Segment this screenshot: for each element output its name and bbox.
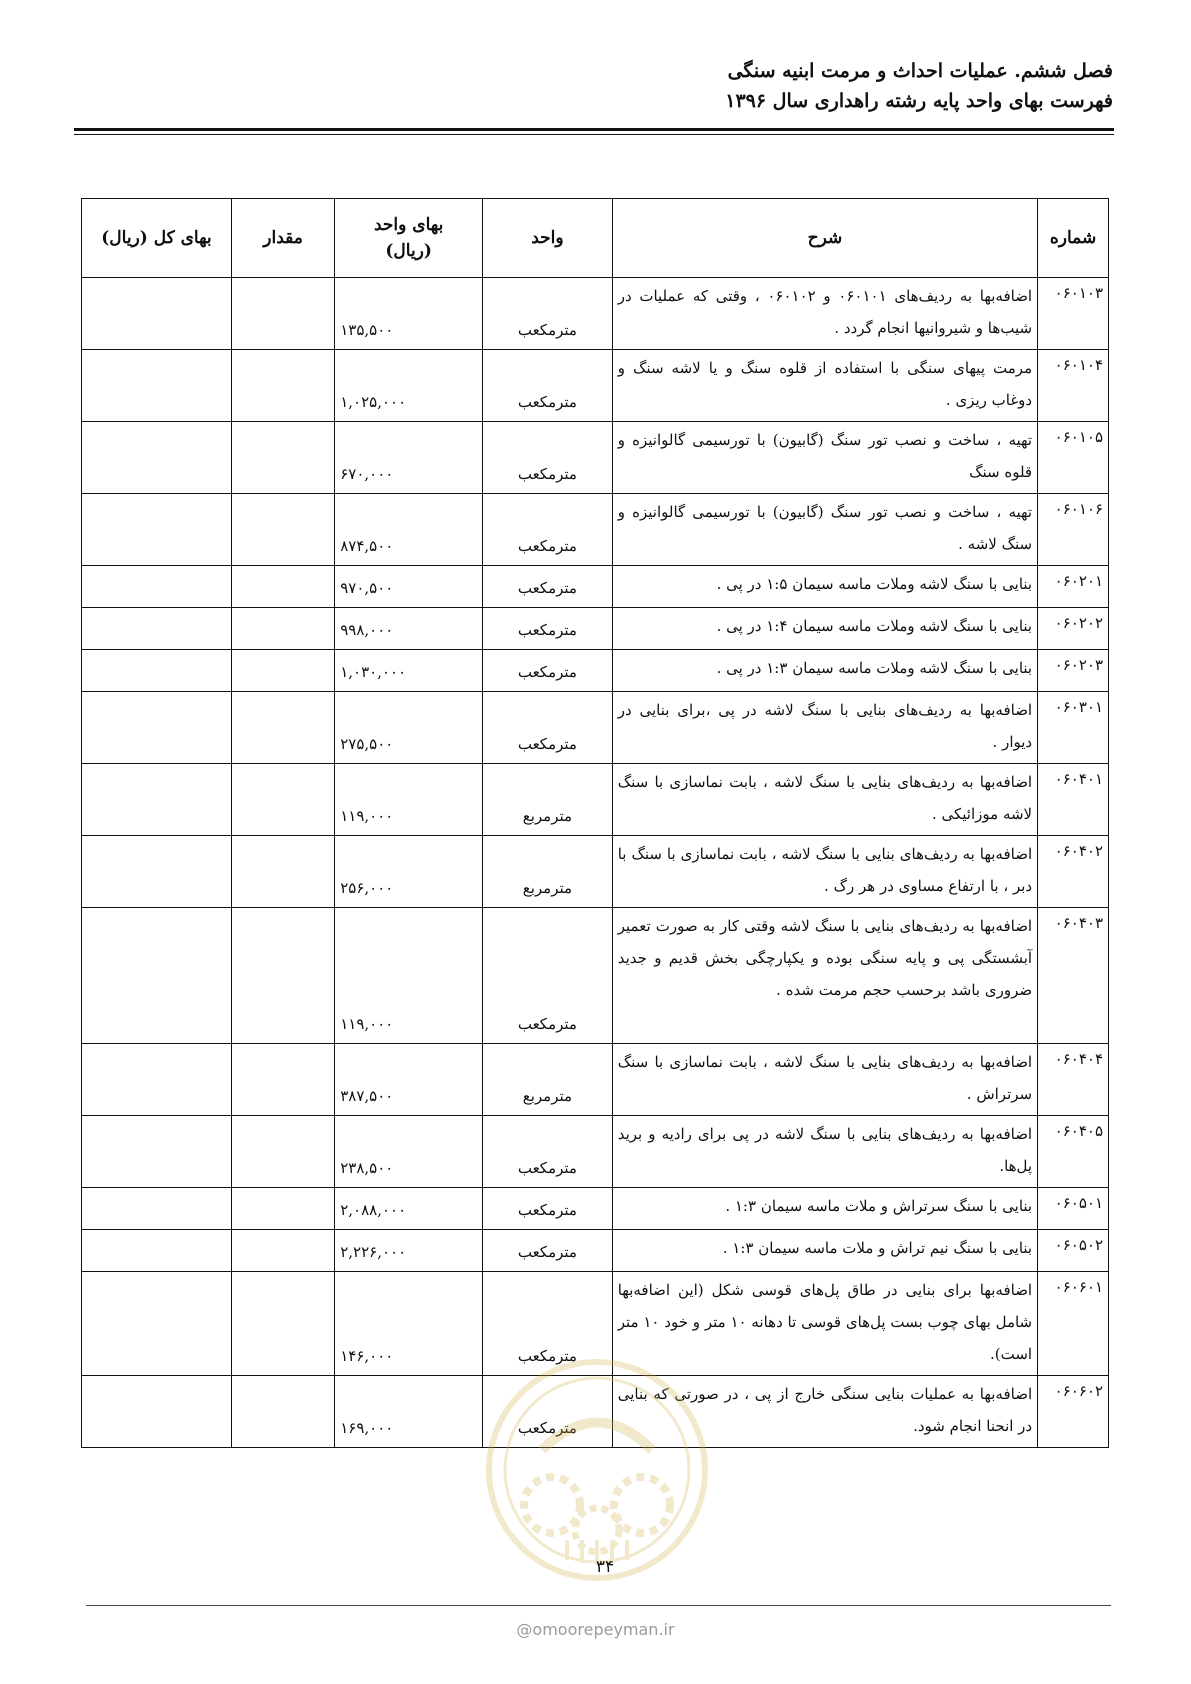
row-unit: مترمکعب <box>483 1188 613 1230</box>
row-unit: مترمکعب <box>483 1272 613 1376</box>
row-unit: مترمکعب <box>483 278 613 350</box>
row-total-price <box>82 422 232 494</box>
row-quantity <box>231 1188 334 1230</box>
row-quantity <box>231 422 334 494</box>
row-unit: مترمکعب <box>483 608 613 650</box>
row-description: تهیه ، ساخت و نصب تور سنگ (گابیون) با تورسیمی گالوانیزه و سنگ لاشه . <box>612 494 1037 566</box>
row-total-price <box>82 692 232 764</box>
row-total-price <box>82 764 232 836</box>
row-description: اضافه‌بها به ردیف‌های بنایی با سنگ لاشه ، بابت نماسازی با سنگ با دبر ، با ارتفاع مساوی در هر رگ . <box>612 836 1037 908</box>
row-total-price <box>82 608 232 650</box>
row-total-price <box>82 1116 232 1188</box>
row-description: مرمت پیهای سنگی با استفاده از قلوه سنگ و یا لاشه سنگ و دوغاب ریزی . <box>612 350 1037 422</box>
page-number: ۳۴ <box>595 1557 615 1577</box>
column-header-total-price: بهای کل (ریال) <box>82 199 232 278</box>
row-description: اضافه‌بها به عملیات بنایی سنگی خارج از پی ، در صورتی که بنایی در انحنا انجام شود. <box>612 1376 1037 1448</box>
row-description: تهیه ، ساخت و نصب تور سنگ (گابیون) با تورسیمی گالوانیزه و قلوه سنگ <box>612 422 1037 494</box>
table-row <box>82 1376 1109 1448</box>
row-description: اضافه‌بها به ردیف‌های بنایی با سنگ لاشه وقتی کار به صورت تعمیر آبشستگی پی و پایه سنگی بوده و یکپارچگی بخش قدیم و جدید ضروری باشد برحسب حجم مرمت شده . <box>612 908 1037 1044</box>
row-code: ۰۶۰۲۰۱ <box>1038 566 1109 608</box>
row-unit: مترمربع <box>483 836 613 908</box>
row-total-price <box>82 1044 232 1116</box>
row-description: بنایی با سنگ نیم تراش و ملات ماسه سیمان ۱:۳ . <box>612 1230 1037 1272</box>
row-quantity <box>231 350 334 422</box>
row-quantity <box>231 1044 334 1116</box>
page-header <box>78 56 1113 116</box>
row-total-price <box>82 1188 232 1230</box>
row-unit: مترمکعب <box>483 1230 613 1272</box>
row-quantity <box>231 1376 334 1448</box>
table-row <box>82 350 1109 422</box>
row-description: بنایی با سنگ لاشه وملات ماسه سیمان ۱:۵ در پی . <box>612 566 1037 608</box>
row-unit: مترمربع <box>483 1044 613 1116</box>
footer-rule <box>86 1605 1111 1606</box>
row-unit: مترمکعب <box>483 692 613 764</box>
row-unit-price: ۲۳۸,۵۰۰ <box>335 1116 483 1188</box>
unit-price-header-line2: (ریال) <box>385 241 432 261</box>
table-row <box>82 608 1109 650</box>
table-row <box>82 692 1109 764</box>
row-quantity <box>231 494 334 566</box>
row-code: ۰۶۰۲۰۲ <box>1038 608 1109 650</box>
table-row <box>82 494 1109 566</box>
row-code: ۰۶۰۴۰۳ <box>1038 908 1109 1044</box>
table-row <box>82 908 1109 1044</box>
column-header-quantity: مقدار <box>231 199 334 278</box>
row-unit-price: ۱۱۹,۰۰۰ <box>335 908 483 1044</box>
row-unit: مترمکعب <box>483 350 613 422</box>
row-description: اضافه‌بها به ردیف‌های بنایی با سنگ لاشه در پی برای رادیه و برید پل‌ها. <box>612 1116 1037 1188</box>
row-unit-price: ۱,۰۳۰,۰۰۰ <box>335 650 483 692</box>
table-row <box>82 764 1109 836</box>
row-total-price <box>82 650 232 692</box>
row-code: ۰۶۰۴۰۵ <box>1038 1116 1109 1188</box>
row-description: اضافه‌بها به ردیف‌های بنایی با سنگ لاشه در پی ،برای بنایی در دیوار . <box>612 692 1037 764</box>
row-unit: مترمکعب <box>483 908 613 1044</box>
price-list-title: فهرست بهای واحد پایه رشته راهداری سال ۱۳۹۶ <box>725 90 1113 112</box>
row-code: ۰۶۰۱۰۴ <box>1038 350 1109 422</box>
row-description: بنایی با سنگ لاشه وملات ماسه سیمان ۱:۳ در پی . <box>612 650 1037 692</box>
row-unit-price: ۶۷۰,۰۰۰ <box>335 422 483 494</box>
row-description: اضافه‌بها به ردیف‌های بنایی با سنگ لاشه ، بابت نماسازی با سنگ سرتراش . <box>612 1044 1037 1116</box>
table-header-row <box>82 199 1109 278</box>
table-row <box>82 1044 1109 1116</box>
unit-price-header-line1: بهای واحد <box>373 215 444 235</box>
price-table <box>81 198 1109 1448</box>
row-quantity <box>231 908 334 1044</box>
column-header-description: شرح <box>612 199 1037 278</box>
table-row <box>82 422 1109 494</box>
row-unit-price: ۹۷۰,۵۰۰ <box>335 566 483 608</box>
row-quantity <box>231 608 334 650</box>
row-code: ۰۶۰۶۰۲ <box>1038 1376 1109 1448</box>
row-total-price <box>82 278 232 350</box>
row-quantity <box>231 836 334 908</box>
row-quantity <box>231 1116 334 1188</box>
row-unit-price: ۹۹۸,۰۰۰ <box>335 608 483 650</box>
row-unit: مترمکعب <box>483 494 613 566</box>
row-code: ۰۶۰۴۰۱ <box>1038 764 1109 836</box>
table-row <box>82 1272 1109 1376</box>
header-rule-thick <box>74 128 1114 131</box>
row-total-price <box>82 1376 232 1448</box>
table-row <box>82 1116 1109 1188</box>
row-code: ۰۶۰۱۰۶ <box>1038 494 1109 566</box>
row-quantity <box>231 278 334 350</box>
row-unit-price: ۲۵۶,۰۰۰ <box>335 836 483 908</box>
column-header-code: شماره <box>1038 199 1109 278</box>
row-total-price <box>82 350 232 422</box>
row-unit: مترمکعب <box>483 422 613 494</box>
row-unit-price: ۱۳۵,۵۰۰ <box>335 278 483 350</box>
table-row <box>82 278 1109 350</box>
table-row <box>82 650 1109 692</box>
row-unit-price: ۳۸۷,۵۰۰ <box>335 1044 483 1116</box>
row-code: ۰۶۰۲۰۳ <box>1038 650 1109 692</box>
row-unit-price: ۱۶۹,۰۰۰ <box>335 1376 483 1448</box>
table-row <box>82 1188 1109 1230</box>
row-unit-price: ۱۴۶,۰۰۰ <box>335 1272 483 1376</box>
row-unit: مترمکعب <box>483 650 613 692</box>
chapter-title: فصل ششم. عملیات احداث و مرمت ابنیه سنگی <box>727 60 1113 82</box>
row-quantity <box>231 1230 334 1272</box>
row-total-price <box>82 836 232 908</box>
row-code: ۰۶۰۱۰۵ <box>1038 422 1109 494</box>
table-row <box>82 1230 1109 1272</box>
column-header-unit-price <box>335 199 483 278</box>
row-description: اضافه‌بها به ردیف‌های بنایی با سنگ لاشه ، بابت نماسازی با سنگ لاشه موزائیکی . <box>612 764 1037 836</box>
row-quantity <box>231 764 334 836</box>
row-unit: مترمکعب <box>483 566 613 608</box>
row-unit: مترمکعب <box>483 1376 613 1448</box>
row-code: ۰۶۰۴۰۲ <box>1038 836 1109 908</box>
row-code: ۰۶۰۶۰۱ <box>1038 1272 1109 1376</box>
column-header-unit: واحد <box>483 199 613 278</box>
table-row <box>82 566 1109 608</box>
row-quantity <box>231 566 334 608</box>
table-row <box>82 836 1109 908</box>
row-code: ۰۶۰۳۰۱ <box>1038 692 1109 764</box>
header-rule-thin <box>74 134 1114 135</box>
row-unit-price: ۲۷۵,۵۰۰ <box>335 692 483 764</box>
row-code: ۰۶۰۵۰۲ <box>1038 1230 1109 1272</box>
row-code: ۰۶۰۴۰۴ <box>1038 1044 1109 1116</box>
row-unit: مترمکعب <box>483 1116 613 1188</box>
row-quantity <box>231 692 334 764</box>
row-unit-price: ۲,۲۲۶,۰۰۰ <box>335 1230 483 1272</box>
row-code: ۰۶۰۱۰۳ <box>1038 278 1109 350</box>
row-unit: مترمربع <box>483 764 613 836</box>
row-total-price <box>82 566 232 608</box>
row-unit-price: ۲,۰۸۸,۰۰۰ <box>335 1188 483 1230</box>
row-description: بنایی با سنگ سرتراش و ملات ماسه سیمان ۱:۳ . <box>612 1188 1037 1230</box>
row-total-price <box>82 908 232 1044</box>
row-code: ۰۶۰۵۰۱ <box>1038 1188 1109 1230</box>
site-watermark: @omoorepeyman.ir <box>516 1620 675 1639</box>
row-total-price <box>82 1272 232 1376</box>
row-unit-price: ۱,۰۲۵,۰۰۰ <box>335 350 483 422</box>
row-total-price <box>82 1230 232 1272</box>
row-description: اضافه‌بها به ردیف‌های ۰۶۰۱۰۱ و ۰۶۰۱۰۲ ، وقتی که عملیات در شیب‌ها و شیروانیها انجام گردد . <box>612 278 1037 350</box>
row-unit-price: ۸۷۴,۵۰۰ <box>335 494 483 566</box>
row-description: اضافه‌بها برای بنایی در طاق پل‌های قوسی شکل (این اضافه‌بها شامل بهای چوب بست پل‌های قوسی تا دهانه ۱۰ متر و خود ۱۰ متر است). <box>612 1272 1037 1376</box>
row-quantity <box>231 650 334 692</box>
row-quantity <box>231 1272 334 1376</box>
row-unit-price: ۱۱۹,۰۰۰ <box>335 764 483 836</box>
row-description: بنایی با سنگ لاشه وملات ماسه سیمان ۱:۴ در پی . <box>612 608 1037 650</box>
row-total-price <box>82 494 232 566</box>
